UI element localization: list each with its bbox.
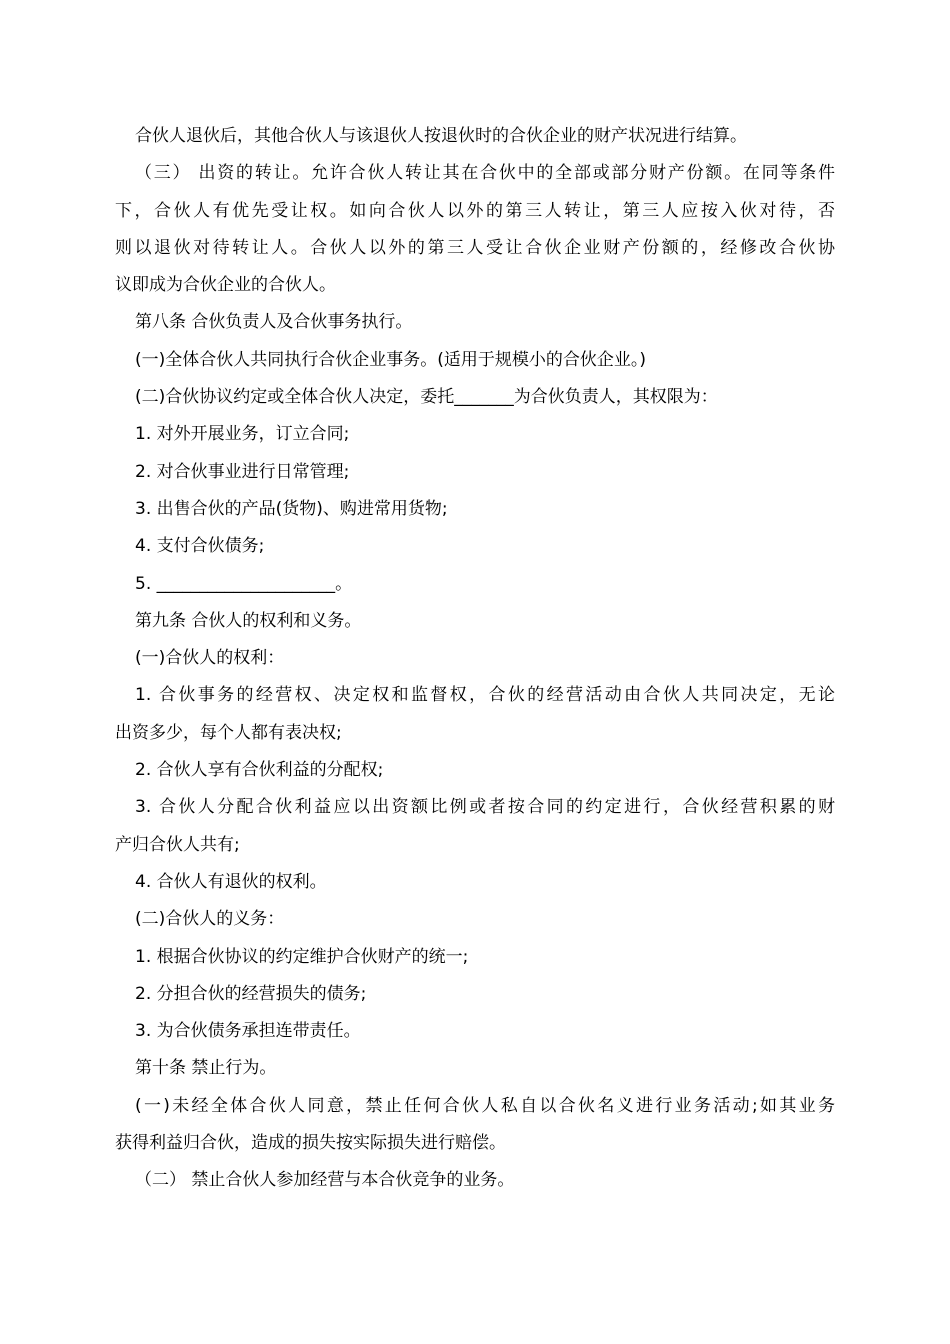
document-line: 则以退伙对待转让人。合伙人以外的第三人受让合伙企业财产份额的，经修改合伙协 bbox=[115, 237, 835, 258]
document-line: 获得利益归合伙，造成的损失按实际损失进行赔偿。 bbox=[115, 1133, 506, 1154]
document-line: 合伙人退伙后，其他合伙人与该退伙人按退伙时的合伙企业的财产状况进行结算。 bbox=[135, 126, 747, 146]
document-line: 产归合伙人共有; bbox=[115, 834, 240, 855]
document-line: (一)未经全体合伙人同意，禁止任何合伙人私自以合伙名义进行业务活动;如其业务 bbox=[135, 1095, 835, 1116]
document-line: (一)全体合伙人共同执行合伙企业事务。(适用于规模小的合伙企业。) bbox=[135, 349, 647, 370]
document-line: 3. 出售合伙的产品(货物)、购进常用货物; bbox=[135, 498, 448, 519]
document-line: （三） 出资的转让。允许合伙人转让其在合伙中的全部或部分财产份额。在同等条件 bbox=[135, 163, 835, 184]
document-line: 第八条 合伙负责人及合伙事务执行。 bbox=[135, 312, 413, 333]
document-line: (一)合伙人的权利： bbox=[135, 648, 285, 669]
document-line: 2. 分担合伙的经营损失的债务; bbox=[135, 983, 367, 1004]
document-line: 5. _____________________。 bbox=[135, 573, 353, 594]
document-line: 4. 合伙人有退伙的权利。 bbox=[135, 871, 327, 892]
document-line: 3. 为合伙债务承担连带责任。 bbox=[135, 1021, 361, 1042]
document-line: 4. 支付合伙债务; bbox=[135, 536, 265, 557]
document-line: 1. 对外开展业务，订立合同; bbox=[135, 424, 350, 445]
document-line: 3. 合伙人分配合伙利益应以出资额比例或者按合同的约定进行，合伙经营积累的财 bbox=[135, 797, 835, 818]
document-line: 第九条 合伙人的权利和义务。 bbox=[135, 610, 362, 631]
document-line: 1. 根据合伙协议的约定维护合伙财产的统一; bbox=[135, 946, 469, 967]
document-line: 下，合伙人有优先受让权。如向合伙人以外的第三人转让，第三人应按入伙对待，否 bbox=[115, 200, 835, 221]
document-line: （二） 禁止合伙人参加经营与本合伙竞争的业务。 bbox=[135, 1170, 515, 1191]
document-line: 出资多少，每个人都有表决权; bbox=[115, 722, 342, 743]
document-line: 第十条 禁止行为。 bbox=[135, 1058, 277, 1079]
document-line: 议即成为合伙企业的合伙人。 bbox=[115, 275, 336, 296]
document-line: (二)合伙协议约定或全体合伙人决定，委托_______为合伙负责人，其权限为： bbox=[135, 387, 718, 408]
document-line: (二)合伙人的义务： bbox=[135, 909, 285, 930]
document-body bbox=[115, 118, 835, 1200]
document-line: 1. 合伙事务的经营权、决定权和监督权，合伙的经营活动由合伙人共同决定，无论 bbox=[135, 685, 835, 706]
document-line: 2. 合伙人享有合伙利益的分配权; bbox=[135, 760, 384, 781]
document-line: 2. 对合伙事业进行日常管理; bbox=[135, 461, 350, 482]
